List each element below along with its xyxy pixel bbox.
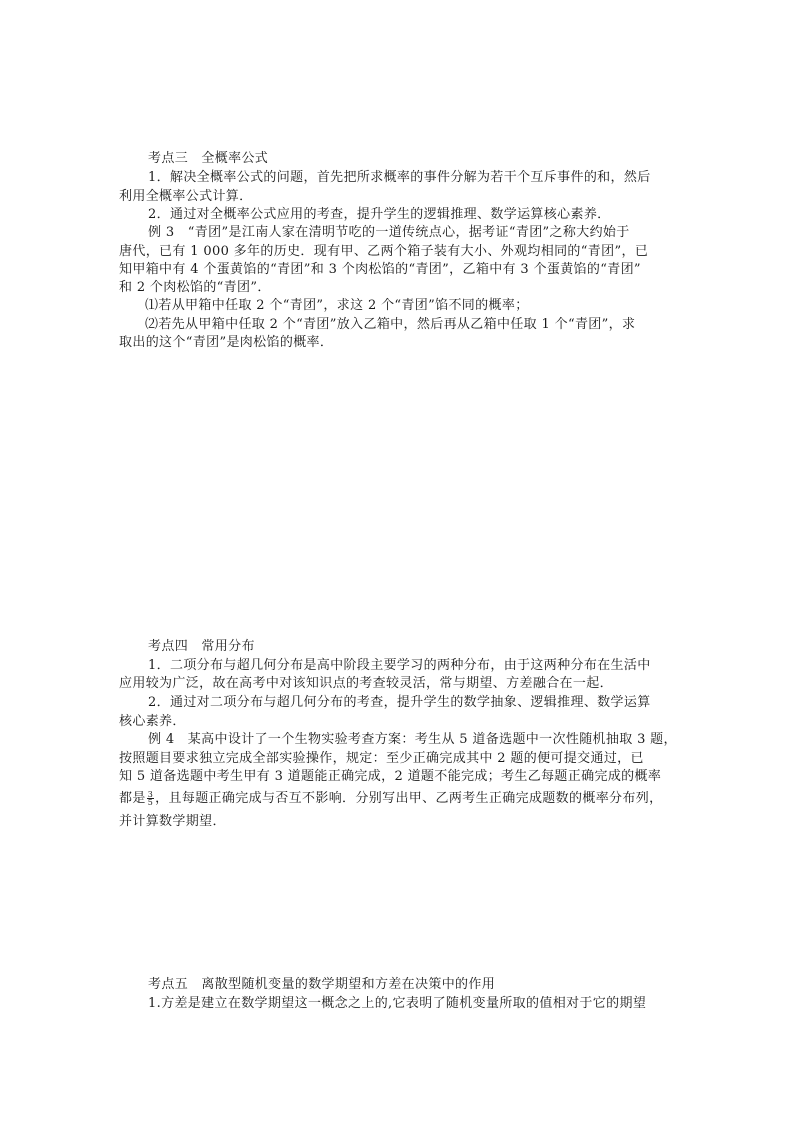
example4-line3: 知 5 道备选题中考生甲有 3 道题能正确完成，2 道题不能完成；考生乙每题正确完成的概率 [119,769,662,784]
section3-title: 考点三 全概率公式 [148,151,269,166]
example3-line4: 和 2 个肉松馅的“青团”． [119,280,271,295]
example4-line4 [119,789,679,809]
section4-title: 考点四 常用分布 [148,639,255,654]
section4-para1-line1: 1．二项分布与超几何分布是高中阶段主要学习的两种分布，由于这两种分布在生活中 [148,658,651,673]
example3-question2-line1: ⑵若先从甲箱中任取 2 个“青团”放入乙箱中，然后再从乙箱中任取 1 个“青团”，求 [145,317,636,332]
example4-line1: 例 4 某高中设计了一个生物实验考查方案：考生从 5 道备选题中一次性随机抽取 3 题， [148,732,677,747]
example4-line4-prefix: 都是 [119,791,146,806]
example3-question1: ⑴若从甲箱中任取 2 个“青团”，求这 2 个“青团”馅不同的概率； [145,298,529,313]
section5-para1: 1.方差是建立在数学期望这一概念之上的,它表明了随机变量所取的值相对于它的期望 [148,996,647,1011]
example4-line4-suffix: ，且每题正确完成与否互不影响．分别写出甲、乙两考生正确完成题数的概率分布列， [155,791,663,806]
example3-line1: 例 3 “青团”是江南人家在清明节吃的一道传统点心，据考证“青团”之称大约始于 [148,225,630,240]
fraction-numerator: 3 [147,790,154,799]
section4-para2-line1: 2．通过对二项分布与超几何分布的考查，提升学生的数学抽象、逻辑推理、数学运算 [148,695,651,710]
section3-para1-line2: 利用全概率公式计算． [119,189,253,204]
section3-para2: 2．通过对全概率公式应用的考查，提升学生的逻辑推理、数学运算核心素养． [148,207,611,222]
example4-line5: 并计算数学期望． [119,814,226,829]
section4-para1-line2: 应用较为广泛，故在高考中对该知识点的考查较灵活，常与期望、方差融合在一起． [119,676,613,691]
example4-line2: 按照题目要求独立完成全部实验操作，规定：至少正确完成其中 2 题的便可提交通过，已 [119,751,644,766]
section5-title: 考点五 离散型随机变量的数学期望和方差在决策中的作用 [148,977,496,992]
example3-line2: 唐代，已有 1 000 多年的历史．现有甲、乙两个箱子装有大小、外观均相同的“青团”，已 [119,244,649,259]
section3-para1-line1: 1．解决全概率公式的问题，首先把所求概率的事件分解为若干个互斥事件的和，然后 [148,170,651,185]
example3-question2-line2: 取出的这个“青团”是肉松馅的概率． [119,335,334,350]
fraction-denominator: 5 [147,798,154,807]
example3-line3: 知甲箱中有 4 个蛋黄馅的“青团”和 3 个肉松馅的“青团”，乙箱中有 3 个蛋黄馅的“青团” [119,262,641,277]
section4-para2-line2: 核心素养． [119,714,186,729]
fraction-three-fifths [147,791,154,806]
